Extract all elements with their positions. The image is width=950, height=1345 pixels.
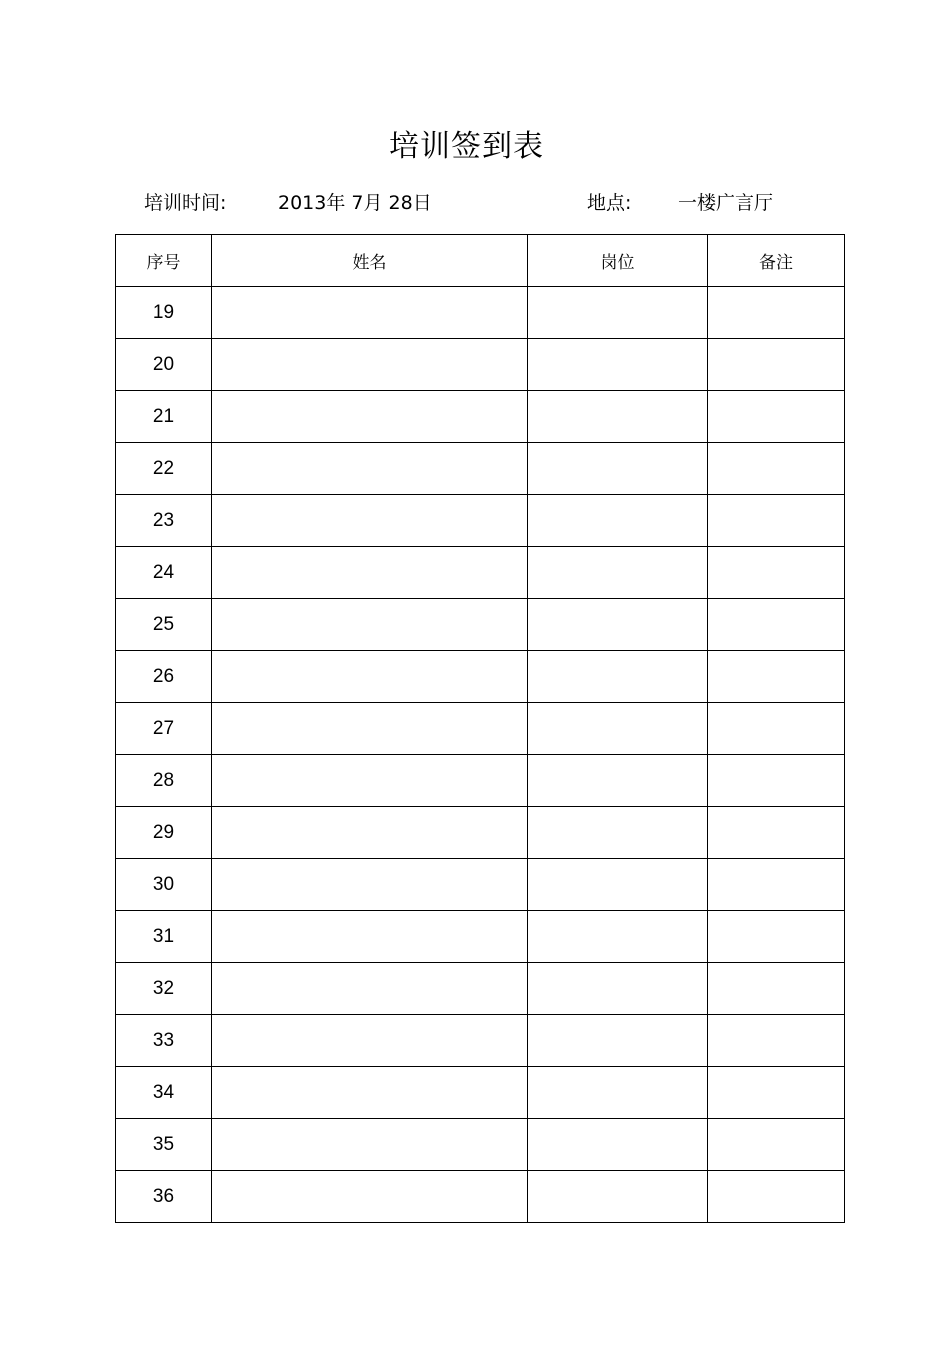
header-name: 姓名 xyxy=(212,235,528,287)
name-cell[interactable] xyxy=(212,911,528,963)
row-number: 28 xyxy=(116,755,212,807)
remarks-cell[interactable] xyxy=(708,1015,845,1067)
remarks-cell[interactable] xyxy=(708,495,845,547)
table-header-row xyxy=(116,235,845,287)
table-row xyxy=(116,443,845,495)
name-cell[interactable] xyxy=(212,547,528,599)
name-cell[interactable] xyxy=(212,963,528,1015)
name-cell[interactable] xyxy=(212,807,528,859)
remarks-cell[interactable] xyxy=(708,703,845,755)
position-cell[interactable] xyxy=(528,755,708,807)
row-number: 32 xyxy=(116,963,212,1015)
header-remarks: 备注 xyxy=(708,235,845,287)
sign-in-table xyxy=(115,234,845,1223)
row-number: 26 xyxy=(116,651,212,703)
name-cell[interactable] xyxy=(212,1015,528,1067)
name-cell[interactable] xyxy=(212,755,528,807)
table-row xyxy=(116,755,845,807)
remarks-cell[interactable] xyxy=(708,911,845,963)
table-row xyxy=(116,495,845,547)
table-row xyxy=(116,807,845,859)
position-cell[interactable] xyxy=(528,651,708,703)
table-row xyxy=(116,391,845,443)
remarks-cell[interactable] xyxy=(708,443,845,495)
position-cell[interactable] xyxy=(528,1067,708,1119)
table-row xyxy=(116,287,845,339)
name-cell[interactable] xyxy=(212,1171,528,1223)
training-time-value: 2013年 7月 28日 xyxy=(278,192,432,214)
row-number: 36 xyxy=(116,1171,212,1223)
name-cell[interactable] xyxy=(212,391,528,443)
position-cell[interactable] xyxy=(528,807,708,859)
remarks-cell[interactable] xyxy=(708,807,845,859)
row-number: 31 xyxy=(116,911,212,963)
name-cell[interactable] xyxy=(212,1067,528,1119)
table-row xyxy=(116,963,845,1015)
name-cell[interactable] xyxy=(212,339,528,391)
table-row xyxy=(116,703,845,755)
remarks-cell[interactable] xyxy=(708,755,845,807)
name-cell[interactable] xyxy=(212,859,528,911)
position-cell[interactable] xyxy=(528,287,708,339)
table-row xyxy=(116,651,845,703)
table-row xyxy=(116,911,845,963)
name-cell[interactable] xyxy=(212,1119,528,1171)
location-label: 地点: xyxy=(587,192,632,214)
position-cell[interactable] xyxy=(528,1119,708,1171)
row-number: 34 xyxy=(116,1067,212,1119)
name-cell[interactable] xyxy=(212,651,528,703)
location-value: 一楼广言厅 xyxy=(678,192,774,214)
position-cell[interactable] xyxy=(528,703,708,755)
remarks-cell[interactable] xyxy=(708,599,845,651)
header-number: 序号 xyxy=(116,235,212,287)
remarks-cell[interactable] xyxy=(708,547,845,599)
table-row xyxy=(116,1171,845,1223)
row-number: 27 xyxy=(116,703,212,755)
row-number: 30 xyxy=(116,859,212,911)
row-number: 20 xyxy=(116,339,212,391)
training-time-label: 培训时间: xyxy=(144,192,227,214)
name-cell[interactable] xyxy=(212,703,528,755)
table-row xyxy=(116,547,845,599)
table-row xyxy=(116,599,845,651)
table-row xyxy=(116,1067,845,1119)
row-number: 25 xyxy=(116,599,212,651)
remarks-cell[interactable] xyxy=(708,339,845,391)
table-row xyxy=(116,1015,845,1067)
row-number: 29 xyxy=(116,807,212,859)
position-cell[interactable] xyxy=(528,339,708,391)
header-position: 岗位 xyxy=(528,235,708,287)
position-cell[interactable] xyxy=(528,443,708,495)
position-cell[interactable] xyxy=(528,1171,708,1223)
remarks-cell[interactable] xyxy=(708,391,845,443)
position-cell[interactable] xyxy=(528,1015,708,1067)
name-cell[interactable] xyxy=(212,495,528,547)
position-cell[interactable] xyxy=(528,599,708,651)
position-cell[interactable] xyxy=(528,859,708,911)
row-number: 21 xyxy=(116,391,212,443)
remarks-cell[interactable] xyxy=(708,1119,845,1171)
name-cell[interactable] xyxy=(212,599,528,651)
position-cell[interactable] xyxy=(528,547,708,599)
table-row xyxy=(116,339,845,391)
table-row xyxy=(116,1119,845,1171)
position-cell[interactable] xyxy=(528,391,708,443)
row-number: 33 xyxy=(116,1015,212,1067)
name-cell[interactable] xyxy=(212,287,528,339)
row-number: 35 xyxy=(116,1119,212,1171)
remarks-cell[interactable] xyxy=(708,1171,845,1223)
page-title: 培训签到表 xyxy=(389,129,544,164)
remarks-cell[interactable] xyxy=(708,963,845,1015)
position-cell[interactable] xyxy=(528,963,708,1015)
remarks-cell[interactable] xyxy=(708,287,845,339)
position-cell[interactable] xyxy=(528,495,708,547)
row-number: 19 xyxy=(116,287,212,339)
table-row xyxy=(116,859,845,911)
remarks-cell[interactable] xyxy=(708,651,845,703)
position-cell[interactable] xyxy=(528,911,708,963)
row-number: 23 xyxy=(116,495,212,547)
row-number: 22 xyxy=(116,443,212,495)
remarks-cell[interactable] xyxy=(708,1067,845,1119)
remarks-cell[interactable] xyxy=(708,859,845,911)
row-number: 24 xyxy=(116,547,212,599)
name-cell[interactable] xyxy=(212,443,528,495)
